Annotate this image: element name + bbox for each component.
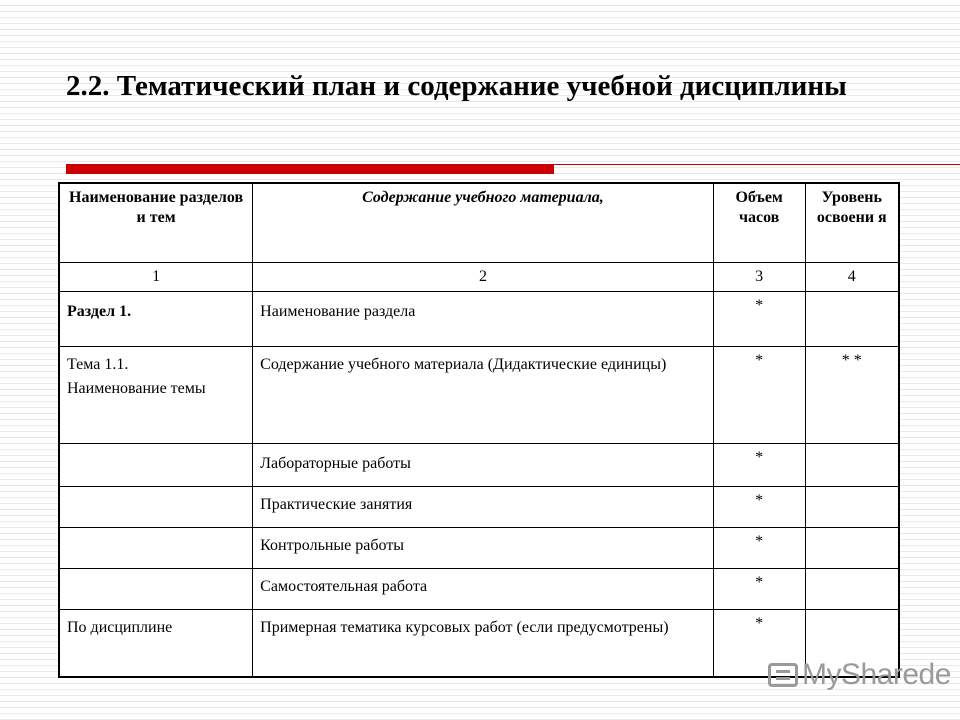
header-cell-hours: Объем часов — [713, 183, 805, 263]
row-level — [805, 444, 899, 487]
title-underline-thin-line — [554, 164, 960, 165]
slide-title: 2.2. Тематический план и содержание учебной дисциплины — [66, 70, 847, 102]
row-hours: * — [713, 292, 805, 347]
row-content: Содержание учебного материала (Дидактические единицы) — [253, 347, 714, 444]
row-level — [805, 569, 899, 610]
row-level — [805, 292, 899, 347]
row-content: Контрольные работы — [253, 528, 714, 569]
myshared-logo-icon — [768, 663, 798, 687]
row-content: Наименование раздела — [253, 292, 714, 347]
row-content: Лабораторные работы — [253, 444, 714, 487]
column-number: 4 — [805, 263, 899, 292]
row-section-label — [59, 487, 253, 528]
row-hours: * — [713, 528, 805, 569]
row-section-label — [59, 528, 253, 569]
row-hours: * — [713, 569, 805, 610]
row-hours: * — [713, 444, 805, 487]
table-number-row — [59, 263, 899, 292]
row-topic-label: Тема 1.1. — [67, 356, 129, 373]
row-section-label: По дисциплине — [59, 610, 253, 678]
myshared-watermark — [768, 658, 951, 692]
table-header-row — [59, 183, 899, 263]
table-row — [59, 487, 899, 528]
row-level — [805, 487, 899, 528]
thematic-plan-table — [58, 182, 900, 678]
title-underline-red-bar — [66, 164, 554, 174]
watermark-text: MySharedе — [802, 658, 951, 691]
row-level: * * — [805, 347, 899, 444]
row-hours: * — [713, 487, 805, 528]
table-row — [59, 528, 899, 569]
row-section-label: Раздел 1. — [59, 292, 253, 347]
row-section-label — [59, 444, 253, 487]
column-number: 1 — [59, 263, 253, 292]
row-content: Примерная тематика курсовых работ (если предусмотрены) — [253, 610, 714, 678]
header-cell-level: Уровень освоени я — [805, 183, 899, 263]
table-row — [59, 347, 899, 444]
row-content: Самостоятельная работа — [253, 569, 714, 610]
header-cell-content: Содержание учебного материала, — [253, 183, 714, 263]
row-section-label — [59, 569, 253, 610]
row-hours: * — [713, 610, 805, 678]
table-row — [59, 444, 899, 487]
table-row — [59, 292, 899, 347]
column-number: 2 — [253, 263, 714, 292]
header-cell-sections: Наименование разделов и тем — [59, 183, 253, 263]
row-content: Практические занятия — [253, 487, 714, 528]
row-level — [805, 528, 899, 569]
column-number: 3 — [713, 263, 805, 292]
row-hours: * — [713, 347, 805, 444]
row-topic-cell — [59, 347, 253, 444]
table-row — [59, 569, 899, 610]
row-topic-name: Наименование темы — [67, 380, 206, 397]
